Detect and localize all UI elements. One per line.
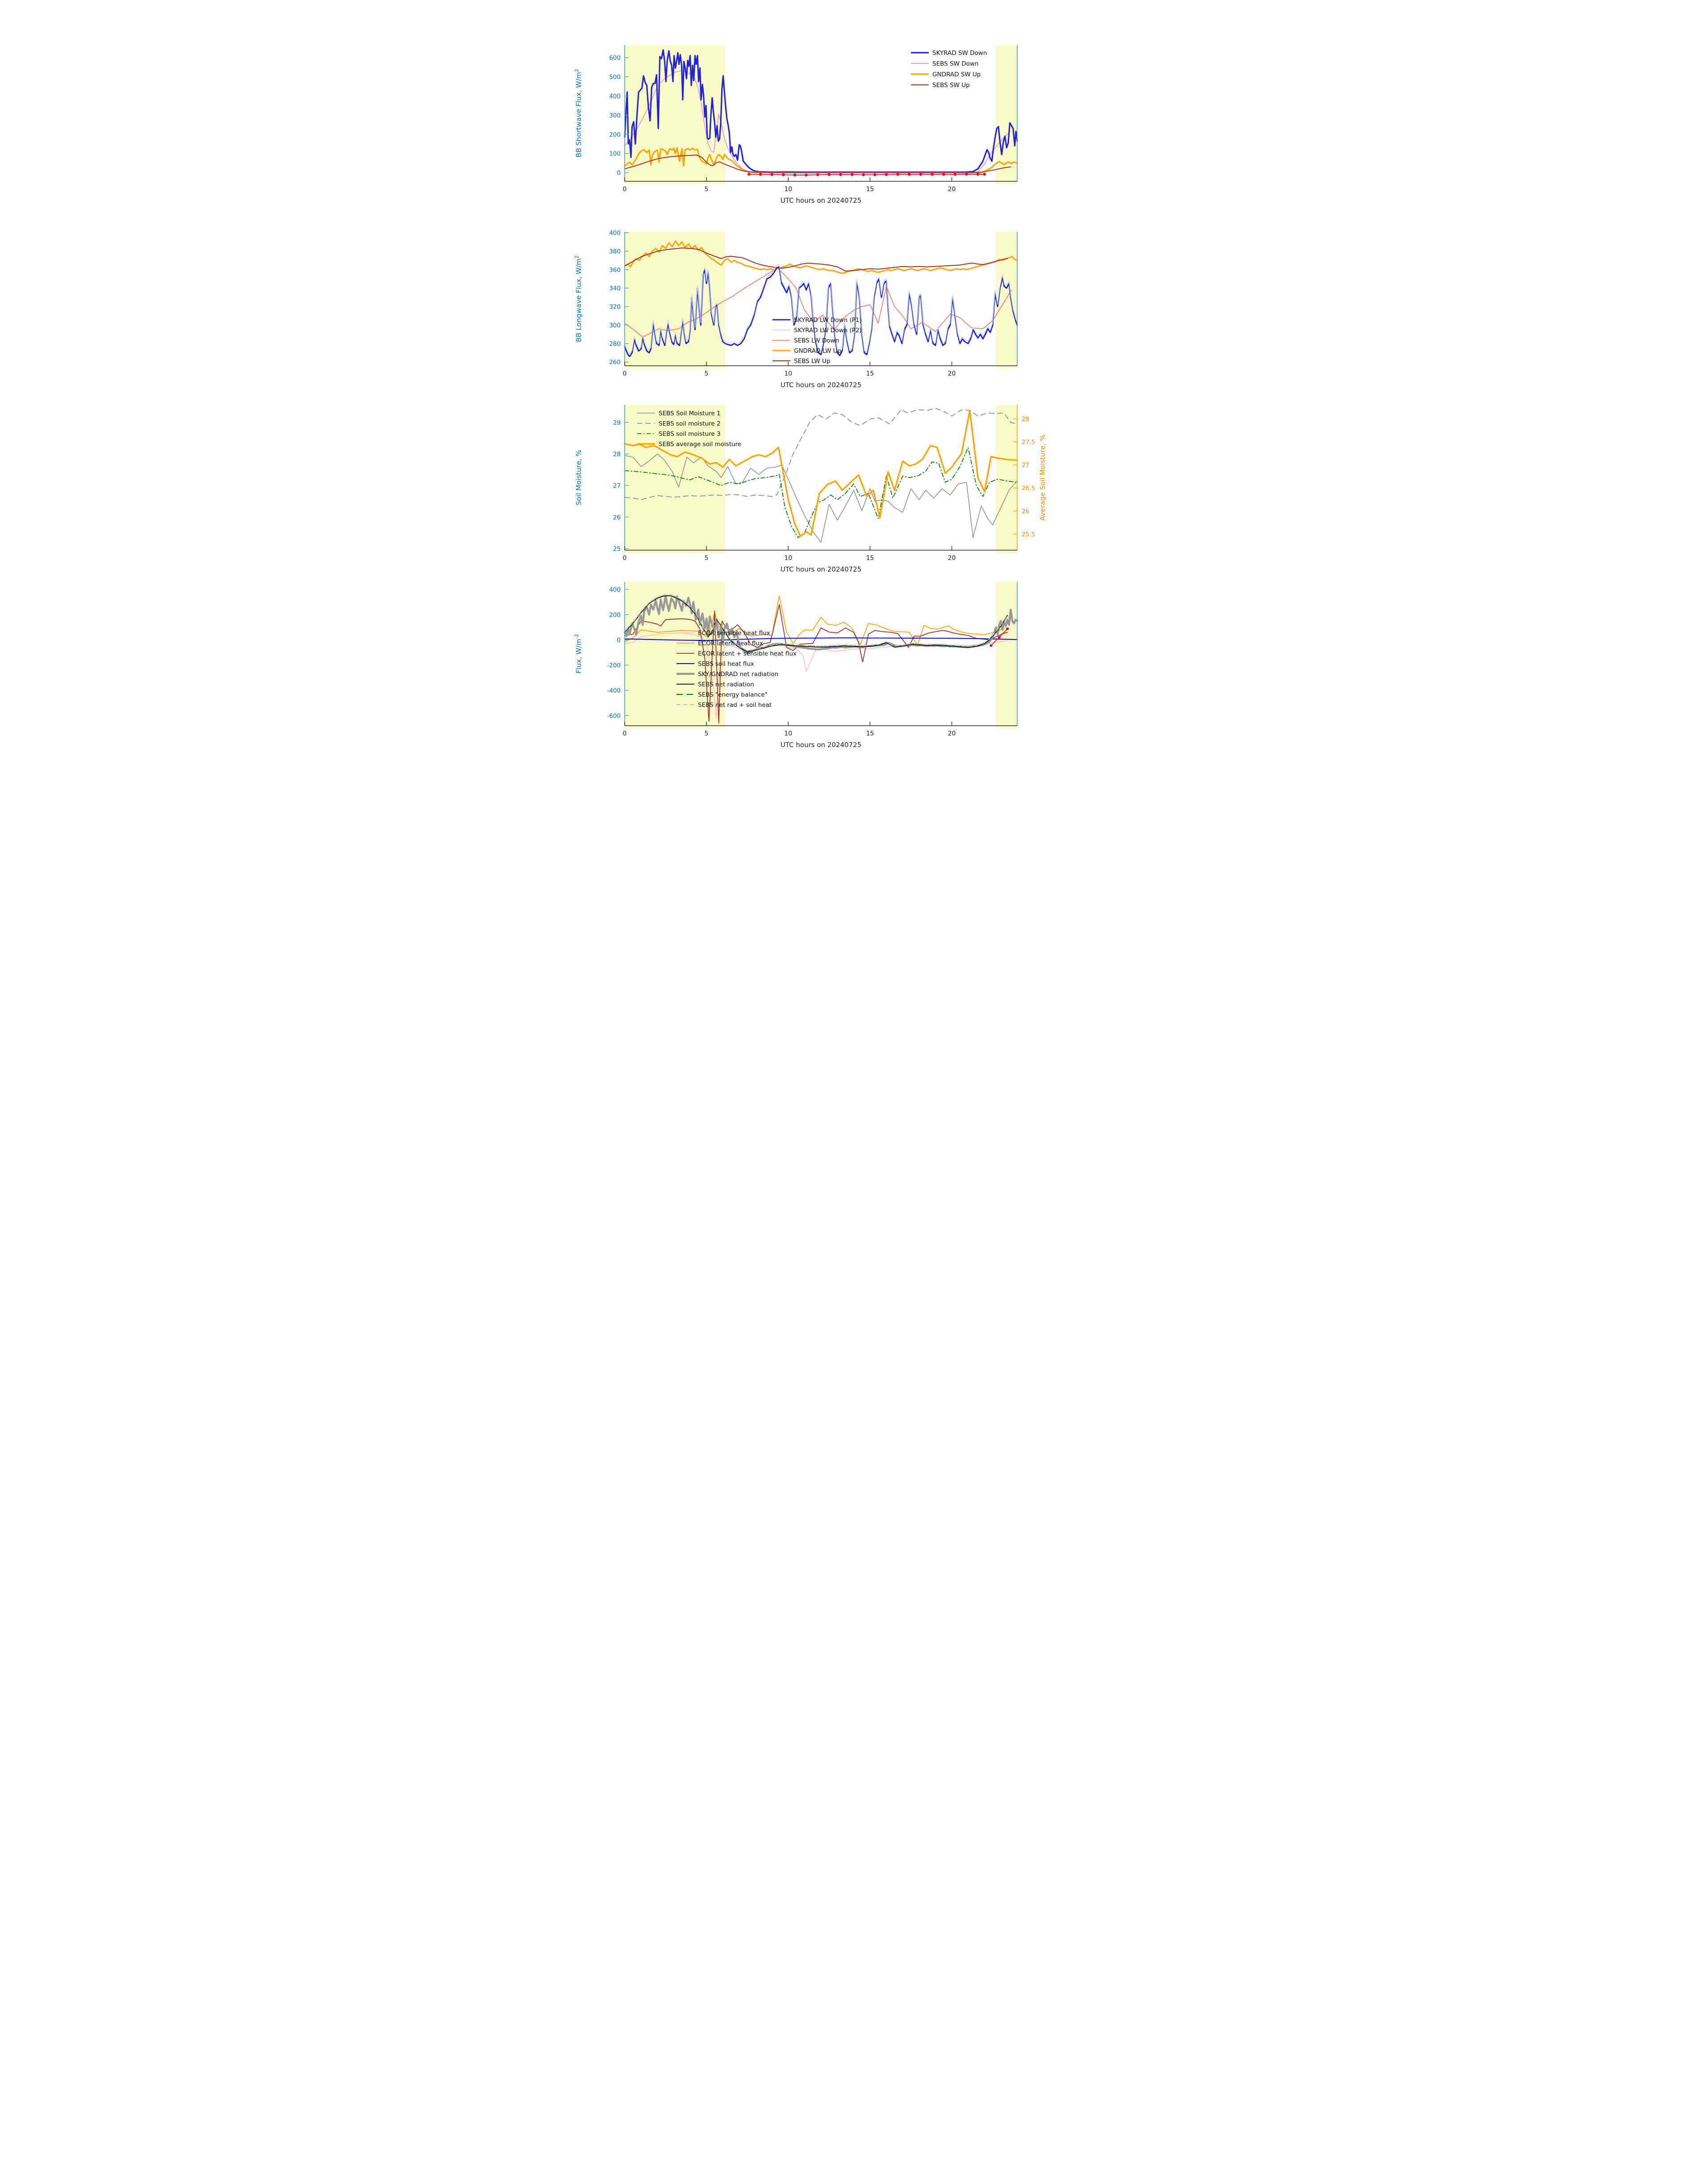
x-tick-label: 15 (866, 730, 874, 737)
marker-dot (862, 173, 865, 176)
marker-dot (965, 173, 968, 175)
marker-dot (977, 173, 979, 175)
y-tick-label: 26 (613, 514, 621, 521)
legend-label: SKYRAD SW Down (932, 50, 987, 57)
legend-label: ECOR latent heat flux (698, 640, 763, 647)
marker-dot (770, 173, 773, 176)
y-tick-label: 300 (609, 322, 621, 329)
marker-dot (1006, 627, 1009, 630)
y-tick-label: 200 (609, 131, 621, 138)
marker-dot (908, 173, 910, 175)
x-axis-label: UTC hours on 20240725 (780, 381, 862, 389)
y-tick-label: 260 (609, 359, 621, 366)
legend-label: SEBS "energy balance" (698, 691, 768, 698)
right-y-tick-label: 26 (1022, 508, 1030, 515)
marker-dot (954, 173, 956, 175)
legend-label: SKY/GNDRAD net radiation (698, 671, 779, 678)
y-tick-label: 200 (609, 611, 621, 619)
legend-label: SEBS SW Up (932, 82, 970, 89)
y-tick-label: 0 (617, 169, 621, 177)
right-y-tick-label: 27 (1022, 462, 1030, 469)
shortwave-flux-canvas (569, 3, 1139, 206)
night-shade-band (996, 232, 1017, 368)
x-axis-label: UTC hours on 20240725 (780, 196, 862, 205)
marker-dot (828, 173, 831, 176)
y-tick-label: 280 (609, 340, 621, 348)
legend-label: ECOR latent + sensible heat flux (698, 650, 797, 657)
y-tick-label: 27 (613, 482, 621, 490)
y-tick-label: 100 (609, 150, 621, 158)
x-tick-label: 5 (704, 555, 709, 562)
x-tick-label: 10 (784, 730, 793, 737)
x-tick-label: 10 (784, 555, 793, 562)
marker-dot (942, 173, 945, 175)
longwave-flux-chart (569, 206, 1139, 389)
soil-moisture-chart (569, 389, 1139, 573)
x-axis-label: UTC hours on 20240725 (780, 741, 862, 749)
legend-label: GNDRAD SW Up (932, 71, 981, 78)
y-tick-label: -400 (607, 687, 621, 694)
y-tick-label: 600 (609, 54, 621, 62)
x-tick-label: 0 (622, 186, 627, 193)
marker-dot (851, 173, 853, 176)
legend-label: SKYRAD LW Down (P1) (794, 317, 862, 324)
y-tick-label: 380 (609, 248, 621, 255)
right-y-tick-label: 26.5 (1022, 485, 1036, 492)
legend-label: SEBS LW Down (794, 337, 839, 344)
y-tick-label: -600 (607, 712, 621, 720)
y-tick-label: 0 (617, 636, 621, 644)
shortwave-flux-chart (569, 3, 1139, 206)
marker-dot (839, 173, 842, 176)
marker-dot (805, 174, 807, 176)
y-tick-label: 29 (613, 419, 621, 426)
marker-dot (873, 173, 876, 176)
legend-label: SEBS soil moisture 2 (659, 420, 721, 427)
y-tick-label: 400 (609, 230, 621, 237)
y-tick-label: 500 (609, 73, 621, 81)
legend-label: SEBS soil moisture 3 (659, 430, 721, 438)
right-y-tick-label: 25.5 (1022, 531, 1036, 538)
y-tick-label: 400 (609, 92, 621, 100)
marker-dot (990, 644, 992, 647)
x-tick-label: 10 (784, 186, 793, 193)
marker-dot (748, 173, 750, 175)
legend-label: SKYRAD LW Down (P2) (794, 327, 862, 334)
x-tick-label: 20 (948, 186, 956, 193)
x-tick-label: 15 (866, 555, 874, 562)
y-axis-label: Soil Moisture, % (575, 450, 583, 506)
legend-label: SEBS Soil Moisture 1 (659, 410, 721, 417)
x-tick-label: 5 (704, 730, 709, 737)
right-y-tick-label: 27.5 (1022, 439, 1036, 446)
legend-label: SEBS average soil moisture (659, 441, 742, 448)
marker-dot (816, 173, 819, 176)
y-tick-label: -200 (607, 662, 621, 669)
x-tick-label: 0 (622, 555, 627, 562)
surface-flux-chart (569, 573, 1139, 752)
legend-label: GNDRAD LW Up (794, 347, 842, 355)
marker-dot (782, 173, 785, 176)
legend-label: ECOR sensible heat flux (698, 630, 770, 637)
legend-label: SEBS net rad + soil heat (698, 702, 772, 709)
right-y-tick-label: 28 (1022, 415, 1030, 423)
marker-dot (885, 173, 888, 176)
marker-dot (931, 173, 933, 175)
y-axis-label: BB Shortwave Flux, $W/m^2$ (574, 69, 583, 158)
longwave-flux-canvas (569, 206, 1139, 389)
y-axis-label: BB Longwave Flux, $W/m^2$ (574, 255, 583, 342)
marker-dot (793, 174, 796, 176)
legend-label: SEBS LW Up (794, 358, 831, 365)
marker-dot (896, 173, 899, 175)
y-tick-label: 340 (609, 285, 621, 292)
x-tick-label: 5 (704, 186, 709, 193)
y-tick-label: 320 (609, 303, 621, 311)
y-tick-label: 300 (609, 112, 621, 119)
x-tick-label: 5 (704, 370, 709, 377)
y-axis-label: Flux, $W/m^{-2}$ (574, 634, 583, 674)
marker-dot (983, 173, 986, 175)
y-tick-label: 28 (613, 451, 621, 458)
legend-label: SEBS SW Down (932, 60, 979, 67)
x-tick-label: 20 (948, 730, 956, 737)
night-shade-band (996, 582, 1017, 728)
legend-label: SEBS net radiation (698, 681, 754, 688)
x-tick-label: 15 (866, 370, 874, 377)
right-y-axis-label: Average Soil Moisture, % (1039, 435, 1047, 521)
x-tick-label: 20 (948, 555, 956, 562)
y-tick-label: 360 (609, 266, 621, 274)
x-axis-label: UTC hours on 20240725 (780, 565, 862, 573)
y-tick-label: 25 (613, 545, 621, 553)
marker-dot (998, 636, 1001, 639)
x-tick-label: 0 (622, 370, 627, 377)
night-shade-band (996, 405, 1017, 553)
four-panel-flux-figure (569, 0, 1139, 752)
x-tick-label: 10 (784, 370, 793, 377)
y-tick-label: 400 (609, 586, 621, 593)
marker-dot (759, 173, 762, 175)
soil-moisture-canvas (569, 389, 1139, 573)
surface-flux-canvas (569, 573, 1139, 752)
x-tick-label: 15 (866, 186, 874, 193)
x-tick-label: 0 (622, 730, 627, 737)
legend-label: SEBS soil heat flux (698, 660, 754, 668)
marker-dot (919, 173, 922, 175)
x-tick-label: 20 (948, 370, 956, 377)
